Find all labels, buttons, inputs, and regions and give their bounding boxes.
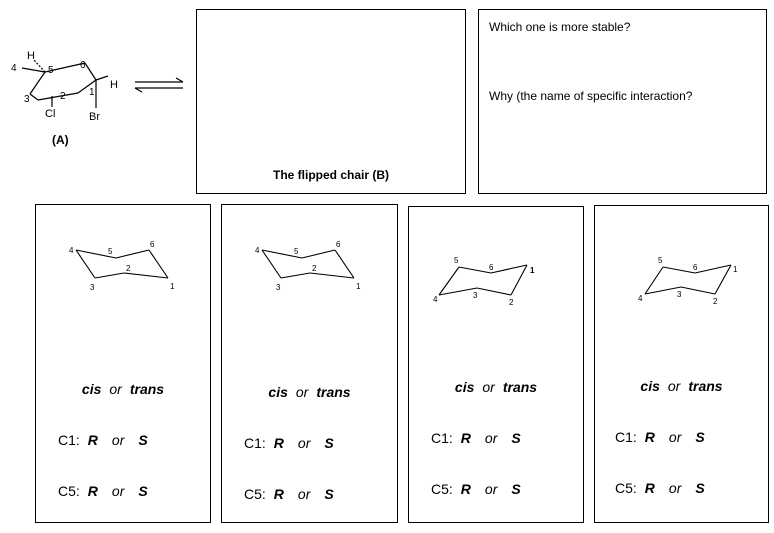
p2-num-6: 6 — [336, 240, 341, 249]
atom-number-4: 4 — [11, 63, 17, 74]
substituent-h-top: H — [27, 50, 35, 62]
p1-c5-r-option[interactable]: R — [87, 483, 98, 499]
p2-num-4: 4 — [255, 246, 260, 255]
p4-c1-line: C1: R or S — [615, 429, 705, 445]
p3-num-4: 4 — [433, 295, 438, 304]
p1-num-6: 6 — [150, 240, 155, 249]
molecule-a-label: (A) — [52, 133, 69, 147]
p3-c5-line: C5: R or S — [431, 481, 521, 497]
p2-c1-r-option[interactable]: R — [273, 435, 284, 451]
chair-drawing-4 — [635, 252, 755, 312]
p4-num-2: 2 — [713, 297, 718, 306]
atom-number-3: 3 — [24, 94, 30, 105]
p1-num-3: 3 — [90, 283, 95, 292]
answer-panel-2[interactable] — [221, 204, 398, 523]
question-stability: Which one is more stable? — [489, 20, 631, 34]
p2-num-5: 5 — [294, 247, 299, 256]
p3-c1-s-option[interactable]: S — [511, 430, 521, 446]
p3-num-3: 3 — [473, 291, 478, 300]
p3-cis-trans: cis or trans — [454, 379, 538, 395]
p4-num-1: 1 — [733, 265, 738, 274]
p4-c1-s-option[interactable]: S — [695, 429, 705, 445]
p1-cis-trans: cis or trans — [81, 381, 165, 397]
answer-panel-1[interactable] — [35, 204, 211, 523]
substituent-h-right: H — [110, 79, 118, 91]
flipped-chair-caption: The flipped chair (B) — [272, 168, 389, 182]
p1-c5-line: C5: R or S — [58, 483, 148, 499]
p3-c5-s-option[interactable]: S — [511, 481, 521, 497]
p1-trans-option[interactable]: trans — [129, 381, 165, 397]
p4-trans-option[interactable]: trans — [688, 378, 723, 394]
p4-c5-line: C5: R or S — [615, 480, 705, 496]
p4-num-4: 4 — [638, 294, 643, 303]
question-interaction: Why (the name of specific interaction? — [489, 89, 693, 103]
p1-c1-line: C1: R or S — [58, 432, 148, 448]
p3-c1-line: C1: R or S — [431, 430, 521, 446]
p4-c5-r-option[interactable]: R — [644, 480, 655, 496]
p3-num-5: 5 — [454, 256, 459, 265]
p4-num-6: 6 — [693, 263, 698, 272]
molecule-a-drawing — [0, 40, 195, 155]
p3-cis-option[interactable]: cis — [454, 379, 475, 395]
p4-num-3: 3 — [677, 290, 682, 299]
chair-drawing-3 — [429, 251, 559, 311]
p1-cis-option[interactable]: cis — [81, 381, 102, 397]
p3-c1-r-option[interactable]: R — [460, 430, 471, 446]
p3-c5-r-option[interactable]: R — [460, 481, 471, 497]
p2-num-1: 1 — [356, 282, 361, 291]
atom-number-2: 2 — [60, 91, 66, 102]
atom-number-6: 6 — [80, 60, 86, 71]
p3-num-2: 2 — [509, 298, 514, 307]
p2-trans-option[interactable]: trans — [316, 384, 351, 400]
p2-num-2: 2 — [312, 264, 317, 273]
p2-c5-r-option[interactable]: R — [273, 486, 284, 502]
flipped-chair-box[interactable] — [196, 9, 466, 194]
p2-cis-option[interactable]: cis — [268, 384, 288, 400]
p4-cis-option[interactable]: cis — [640, 378, 660, 394]
answer-panel-3[interactable] — [408, 206, 584, 523]
p1-c1-r-option[interactable]: R — [87, 432, 98, 448]
p4-num-5: 5 — [658, 256, 663, 265]
answer-panel-4[interactable] — [594, 205, 769, 523]
substituent-br: Br — [89, 111, 100, 123]
p2-cis-trans: cis or trans — [268, 384, 351, 400]
p4-cis-trans: cis or trans — [640, 378, 723, 394]
atom-number-5: 5 — [48, 65, 54, 76]
p1-num-1: 1 — [170, 282, 175, 291]
p3-num-1: 1 — [530, 266, 535, 275]
questions-box[interactable] — [478, 9, 767, 194]
p4-c1-r-option[interactable]: R — [644, 429, 655, 445]
p2-c1-line: C1: R or S — [244, 435, 334, 451]
p3-trans-option[interactable]: trans — [502, 379, 538, 395]
p2-c5-s-option[interactable]: S — [324, 486, 334, 502]
p2-c5-line: C5: R or S — [244, 486, 334, 502]
p1-c1-s-option[interactable]: S — [138, 432, 148, 448]
p1-num-4: 4 — [69, 246, 74, 255]
chair-drawing-1 — [66, 235, 196, 295]
p1-c5-s-option[interactable]: S — [138, 483, 148, 499]
chair-drawing-2 — [252, 235, 382, 295]
p3-num-6: 6 — [489, 263, 494, 272]
atom-number-1: 1 — [89, 87, 95, 98]
p2-num-3: 3 — [276, 283, 281, 292]
p2-c1-s-option[interactable]: S — [324, 435, 334, 451]
p1-num-2: 2 — [126, 264, 131, 273]
p1-num-5: 5 — [108, 247, 113, 256]
substituent-cl: Cl — [45, 108, 56, 120]
p4-c5-s-option[interactable]: S — [695, 480, 705, 496]
